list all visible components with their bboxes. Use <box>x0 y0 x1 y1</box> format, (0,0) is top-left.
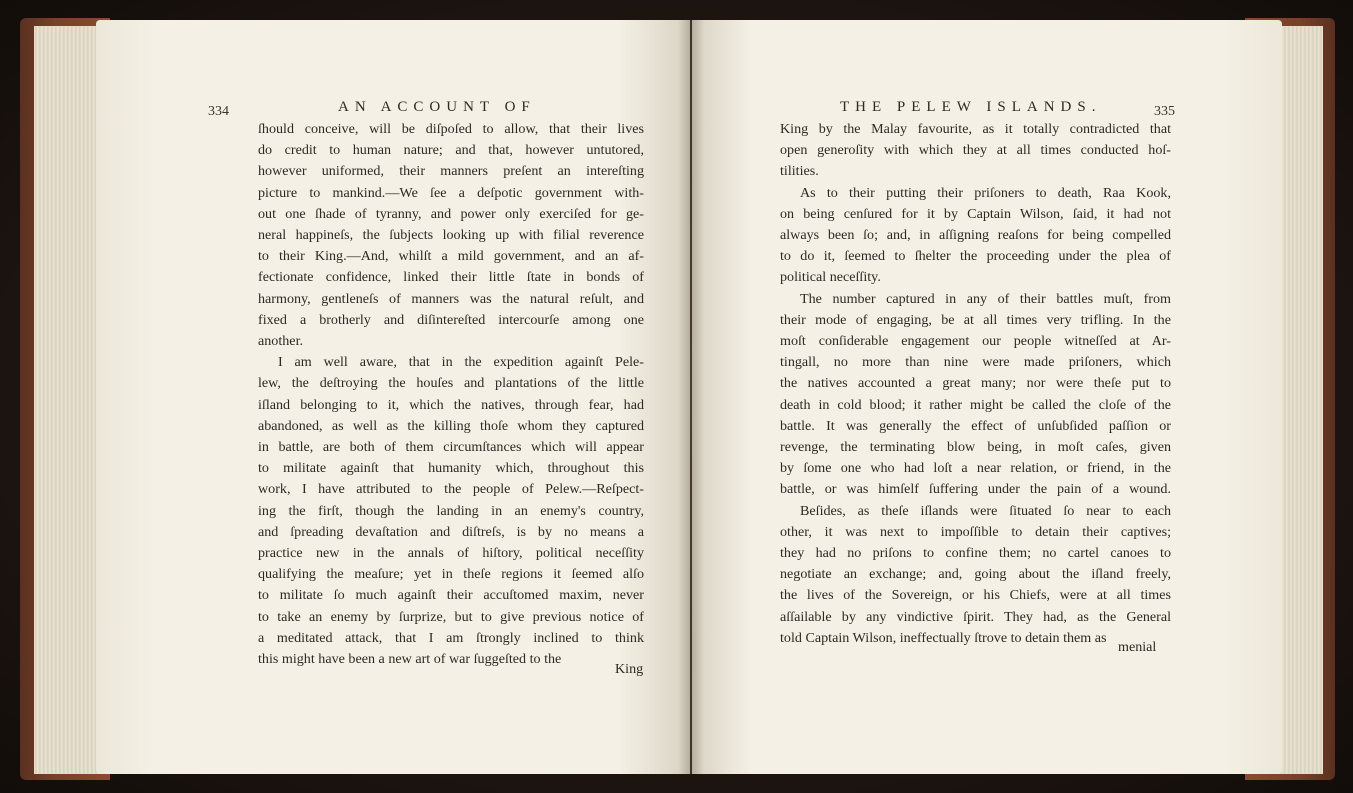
text-line: moſt conſiderable engagement our people witneſſed at Ar- <box>780 333 1171 350</box>
text-line: they had no priſons to confine them; no cartel canoes to <box>780 545 1171 562</box>
text-line: iſland belonging to it, which the natives, through fear, had <box>258 396 644 413</box>
text-line: always been ſo; and, in aſſigning reaſons for being compelled <box>780 227 1171 244</box>
left-page <box>96 20 690 774</box>
text-line: in battle, are both of them circumſtances which will appear <box>258 439 644 456</box>
left-page-number: 334 <box>208 104 229 119</box>
left-page-edges <box>34 26 104 774</box>
text-line: to militate againſt that humanity which, throughout this <box>258 460 644 477</box>
text-line: I am well aware, that in the expedition againſt Pele- <box>278 354 644 371</box>
book-gutter <box>678 20 704 774</box>
text-line: open generoſity with which they at all times conducted hoſ- <box>780 142 1171 159</box>
right-page-number: 335 <box>1154 104 1175 119</box>
text-line: this might have been a new art of war ſuggeſted to the <box>258 651 562 668</box>
right-page <box>692 20 1282 774</box>
text-line: abandoned, as well as the killing thoſe whom they captured <box>258 417 644 434</box>
left-running-head: AN ACCOUNT OF <box>338 99 536 115</box>
text-line: neral happineſs, the ſubjects looking up with filial reverence <box>258 227 644 244</box>
text-line: negotiate an exchange; and, going about the iſland freely, <box>780 566 1171 583</box>
text-line: the natives accounted a great many; nor were theſe put to <box>780 375 1171 392</box>
left-catchword: King <box>615 661 644 677</box>
right-body-text <box>780 119 1171 649</box>
right-catchword: menial <box>1118 639 1157 655</box>
text-line: told Captain Wilson, ineffectually ſtrove to detain them as <box>780 629 1107 646</box>
text-line: another. <box>258 333 304 350</box>
text-line: As to their putting their priſoners to death, Raa Kook, <box>800 184 1171 201</box>
text-line: work, I have attributed to the people of Pelew.—Reſpect- <box>258 481 644 498</box>
text-line: political neceſſity. <box>780 269 881 286</box>
text-line: Beſides, as theſe iſlands were ſituated ſo near to each <box>800 502 1171 519</box>
text-line: to do it, ſeemed to ſhelter the proceeding under the plea of <box>780 248 1171 265</box>
text-line: aſſailable by any vindictive ſpirit. They had, as the General <box>780 608 1171 625</box>
text-line: qualifying the meaſure; yet in theſe regions it ſeemed alſo <box>258 566 644 583</box>
text-line: picture to mankind.—We ſee a deſpotic government with- <box>258 184 644 201</box>
text-line: revenge, the terminating blow being, in moſt caſes, given <box>780 439 1171 456</box>
text-line: fixed a brotherly and diſintereſted intercourſe among one <box>258 311 644 328</box>
text-line: ſhould conceive, will be diſpoſed to allow, that their lives <box>258 121 644 137</box>
text-line: to their King.—And, whilſt a mild government, and an af- <box>258 248 644 265</box>
text-line: to militate ſo much againſt their accuſtomed maxim, never <box>258 587 644 604</box>
left-body-text <box>258 119 644 670</box>
text-line: ing the firſt, though the landing in an enemy's country, <box>258 502 644 519</box>
text-line: fectionate confidence, linked their little ſtate in bonds of <box>258 269 644 286</box>
text-line: do credit to human nature; and that, however untutored, <box>258 142 644 159</box>
text-line: tilities. <box>780 163 819 180</box>
text-line: other, it was next to impoſſible to detain their captives; <box>780 523 1171 540</box>
text-line: The number captured in any of their battles muſt, from <box>800 290 1171 307</box>
right-running-head: THE PELEW ISLANDS. <box>840 99 1102 115</box>
text-line: the lives of the Sovereign, or his Chiefs, were at all times <box>780 587 1171 604</box>
text-line: on being cenſured for it by Captain Wilson, ſaid, it had not <box>780 205 1171 222</box>
text-line: practice new in the annals of hiſtory, political neceſſity <box>258 545 644 562</box>
text-line: however uniformed, their manners preſent an intereſting <box>258 163 644 180</box>
text-line: and ſpreading devaſtation and diſtreſs, is by no means a <box>258 523 644 540</box>
text-line: battle. It was generally the effect of unſubſided paſſion or <box>780 417 1171 434</box>
text-line: to take an enemy by ſurprize, but to give previous notice of <box>258 608 644 625</box>
text-line: their mode of engaging, be at all times very trifling. In the <box>780 311 1171 328</box>
text-line: a meditated attack, that I am ſtrongly inclined to think <box>258 629 644 646</box>
text-line: harmony, gentleneſs of manners was the natural reſult, and <box>258 290 644 307</box>
text-line: battle, or was himſelf ſuffering under the pain of a wound. <box>780 481 1171 498</box>
text-line: tingall, no more than nine were made priſoners, which <box>780 354 1171 371</box>
text-line: out one ſhade of tyranny, and power only exerciſed for ge- <box>258 205 644 222</box>
text-line: King by the Malay favourite, as it totally contradicted that <box>780 121 1171 137</box>
text-line: by ſome one who had loſt a near relation, or friend, in the <box>780 460 1171 477</box>
text-line: lew, the deſtroying the houſes and plantations of the little <box>258 375 644 392</box>
text-line: death in cold blood; it rather might be called the cloſe of the <box>780 396 1171 413</box>
